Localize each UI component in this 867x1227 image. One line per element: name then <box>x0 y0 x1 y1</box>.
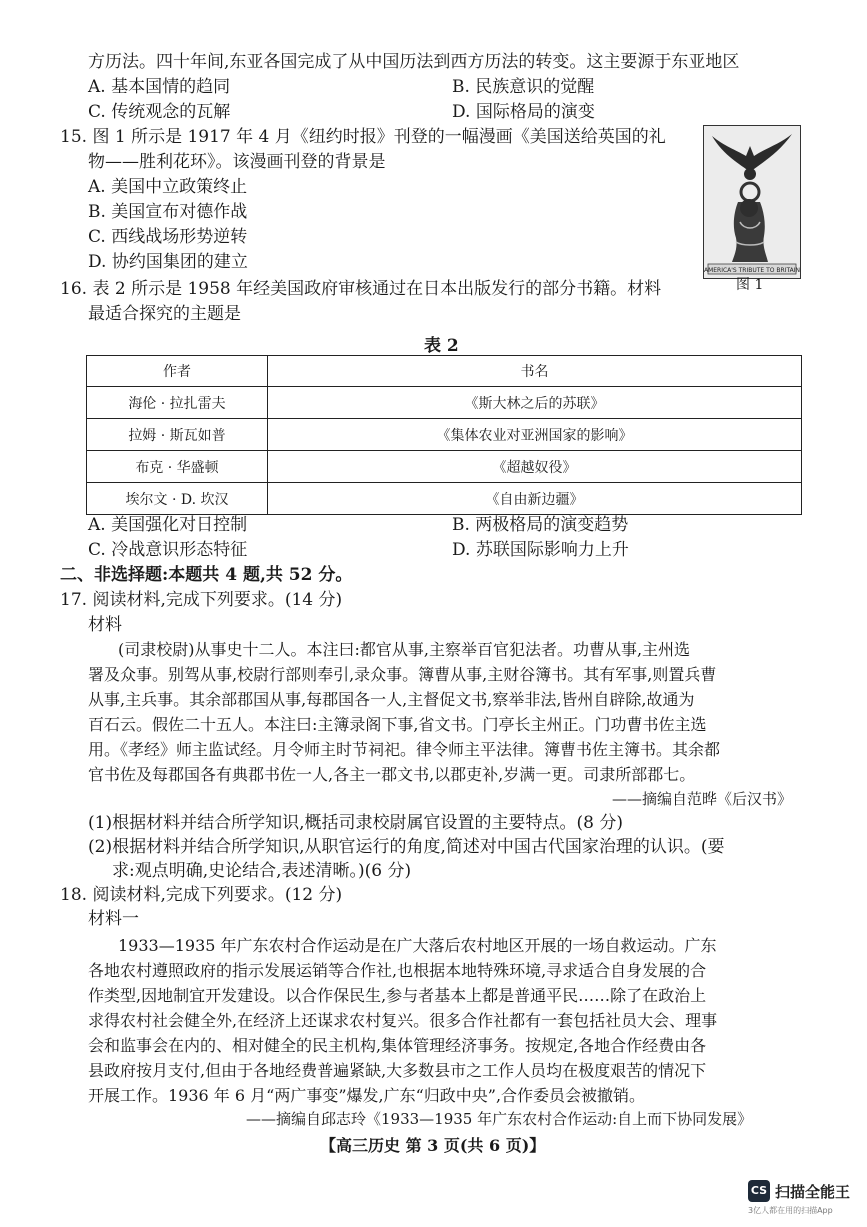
table-cell-book: 《自由新边疆》 <box>268 483 802 515</box>
table-row <box>87 419 802 451</box>
q14-option-b: B. 民族意识的觉醒 <box>452 77 595 97</box>
q17-material-line: 官书佐及每郡国各有典郡书佐一人,各主一郡文书,以郡吏补,岁满一更。司隶所部郡七。 <box>88 765 696 784</box>
q16-option-c: C. 冷战意识形态特征 <box>88 540 248 560</box>
section-2-title: 二、非选择题:本题共 4 题,共 52 分。 <box>60 565 353 585</box>
q18-material-line: 作类型,因地制宜开发建设。以合作保民生,参与者基本上都是普通平民……除了在政治上 <box>88 986 707 1005</box>
q18-material-line: 求得农村社会健全外,在经济上还谋求农村复兴。很多合作社都有一套包括社员大会、理事 <box>88 1011 718 1030</box>
q17-material-line: (司隶校尉)从事史十二人。本注曰:都官从事,主察举百官犯法者。功曹从事,主州选 <box>118 640 691 659</box>
q17-material-line: 从事,主兵事。其余部郡国从事,每郡国各一人,主督促文书,察举非法,皆州自辟除,故通为 <box>88 690 695 709</box>
table-cell-book: 《集体农业对亚洲国家的影响》 <box>268 419 802 451</box>
table-cell-book: 《超越奴役》 <box>268 451 802 483</box>
table-2-title: 表 2 <box>424 336 459 356</box>
table-cell-author: 布克 · 华盛顿 <box>87 451 268 483</box>
table-header-title: 书名 <box>268 356 802 387</box>
q14-option-a: A. 基本国情的趋同 <box>88 77 231 97</box>
table-header-author: 作者 <box>87 356 268 387</box>
q16-option-b: B. 两极格局的演变趋势 <box>452 515 629 535</box>
table-cell-book: 《斯大林之后的苏联》 <box>268 387 802 419</box>
q16-stem-line1: 16. 表 2 所示是 1958 年经美国政府审核通过在日本出版发行的部分书籍。材料 <box>60 279 662 299</box>
figure-1-caption: 图 1 <box>736 277 764 293</box>
q18-material-line: 各地农村遵照政府的指示发展运销等合作社,也根据本地特殊环境,寻求适合自身发展的合 <box>88 961 707 980</box>
table-cell-author: 埃尔文 · D. 坎汉 <box>87 483 268 515</box>
table-cell-author: 拉姆 · 斯瓦如普 <box>87 419 268 451</box>
q14-option-c: C. 传统观念的瓦解 <box>88 102 231 122</box>
q17-source: ——摘编自范晔《后汉书》 <box>612 790 793 808</box>
scanner-watermark <box>748 1178 860 1218</box>
figure-1-cartoon <box>703 125 801 279</box>
q15-stem-line1: 15. 图 1 所示是 1917 年 4 月《纽约时报》刊登的一幅漫画《美国送给英国的礼 <box>60 127 666 147</box>
q15-stem-line2: 物——胜利花环》。该漫画刊登的背景是 <box>88 152 386 172</box>
q17-title: 17. 阅读材料,完成下列要求。(14 分) <box>60 590 343 610</box>
q17-material-label: 材料 <box>88 615 122 635</box>
q17-question-1: (1)根据材料并结合所学知识,概括司隶校尉属官设置的主要特点。(8 分) <box>88 813 623 833</box>
q17-question-2-line2: 求:观点明确,史论结合,表述清晰。)(6 分) <box>112 861 412 881</box>
q15-option-b: B. 美国宣布对德作战 <box>88 202 248 222</box>
q17-material-line: 用。《孝经》师主监试经。月令师主时节祠祀。律令师主平法律。簿曹书佐主簿书。其余都 <box>88 740 721 759</box>
q14-option-d: D. 国际格局的演变 <box>452 102 595 122</box>
q18-material-line: 会和监事会在内的、相对健全的民主机构,集体管理经济事务。按规定,各地合作经费由各 <box>88 1036 707 1055</box>
q16-option-a: A. 美国强化对日控制 <box>88 515 248 535</box>
q18-material-line: 开展工作。1936 年 6 月“两广事变”爆发,广东“归政中央”,合作委员会被撤销。 <box>88 1086 646 1105</box>
eagle-lion-cartoon-image <box>704 126 800 278</box>
q18-material-line: 县政府按月支付,但由于各地经费普遍紧缺,大多数县市之工作人员均在极度艰苦的情况下 <box>88 1061 707 1080</box>
table-row <box>87 387 802 419</box>
q18-material-line: 1933—1935 年广东农村合作运动是在广大落后农村地区开展的一场自救运动。广东 <box>118 936 717 955</box>
table-cell-author: 海伦 · 拉扎雷夫 <box>87 387 268 419</box>
table-row <box>87 483 802 515</box>
table-row <box>87 451 802 483</box>
q17-material-line: 百石云。假佐二十五人。本注曰:主簿录阁下事,省文书。门亭长主州正。门功曹书佐主选 <box>88 715 707 734</box>
watermark-name: 扫描全能王 <box>775 1183 851 1201</box>
table-2 <box>86 355 802 515</box>
q17-question-2-line1: (2)根据材料并结合所学知识,从职官运行的角度,简述对中国古代国家治理的认识。(要 <box>88 837 725 857</box>
q15-option-c: C. 西线战场形势逆转 <box>88 227 248 247</box>
q14-stem-tail: 方历法。四十年间,东亚各国完成了从中国历法到西方历法的转变。这主要源于东亚地区 <box>88 52 740 72</box>
q15-option-d: D. 协约国集团的建立 <box>88 252 248 272</box>
table-header-row <box>87 356 802 387</box>
q18-material-label: 材料一 <box>88 909 139 929</box>
q18-title: 18. 阅读材料,完成下列要求。(12 分) <box>60 885 343 905</box>
watermark-subtitle: 3亿人都在用的扫描App <box>748 1206 833 1215</box>
q16-option-d: D. 苏联国际影响力上升 <box>452 540 629 560</box>
page-footer: 【高三历史 第 3 页(共 6 页)】 <box>320 1136 546 1155</box>
q15-option-a: A. 美国中立政策终止 <box>88 177 248 197</box>
q17-material-line: 署及众事。别驾从事,校尉行部则奉引,录众事。簿曹从事,主财谷簿书。其有军事,则置兵曹 <box>88 665 717 684</box>
figure-inscription: AMERICA'S TRIBUTE TO BRITAIN <box>704 267 800 274</box>
q16-stem-line2: 最适合探究的主题是 <box>88 304 241 324</box>
camscanner-logo-icon: CS <box>748 1180 770 1202</box>
q18-source: ——摘编自邱志玲《1933—1935 年广东农村合作运动:自上而下协同发展》 <box>246 1110 753 1128</box>
